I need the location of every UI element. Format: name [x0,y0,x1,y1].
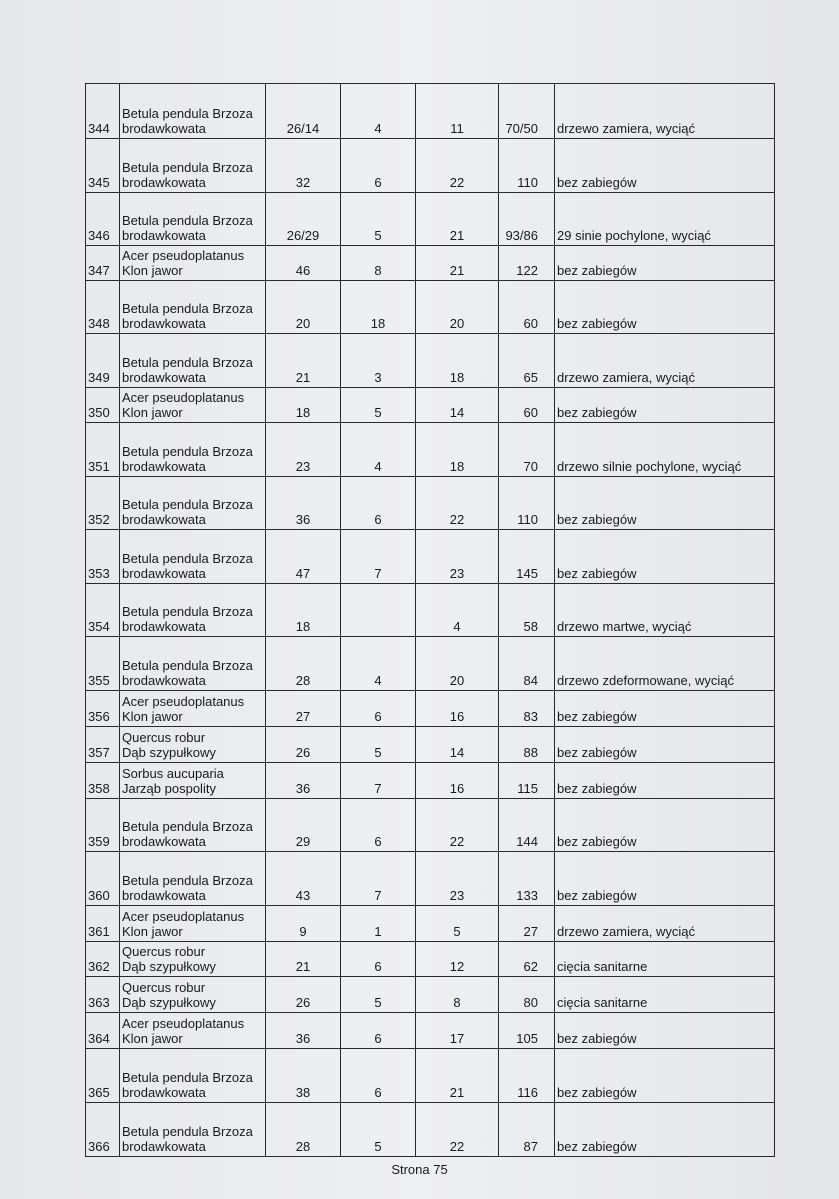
table-row [86,691,775,727]
tree-number-cell: 356 [86,691,120,727]
tree-number-cell: 355 [86,637,120,691]
height-cell: 4 [416,584,499,637]
table-row [86,1103,775,1157]
crown-cell: 4 [341,637,416,691]
height-cell: 17 [416,1013,499,1049]
height-cell: 21 [416,246,499,281]
table-row [86,942,775,977]
treatment-note-cell: bez zabiegów [555,763,775,799]
species-latin-name: Betula pendula Brzoza [122,444,253,459]
tree-number-cell: 360 [86,852,120,906]
diameter-cell: 28 [266,1103,341,1157]
circumference-cell: 93/86 [499,193,555,246]
diameter-cell: 23 [266,423,341,477]
table-row [86,281,775,334]
tree-number-cell: 363 [86,977,120,1013]
circumference-cell: 133 [499,852,555,906]
crown-cell: 7 [341,763,416,799]
table-row [86,1049,775,1103]
species-latin-name: Betula pendula Brzoza [122,1070,253,1085]
crown-cell: 6 [341,477,416,530]
species-polish-name: Klon jawor [122,405,183,420]
treatment-note-cell: drzewo zamiera, wyciąć [555,906,775,942]
circumference-cell: 65 [499,334,555,388]
circumference-cell: 110 [499,477,555,530]
crown-cell: 6 [341,691,416,727]
circumference-cell: 80 [499,977,555,1013]
species-polish-name: Klon jawor [122,263,183,278]
species-cell [120,246,266,281]
height-cell: 20 [416,281,499,334]
species-cell [120,334,266,388]
species-polish-name: brodawkowata [122,228,206,243]
species-polish-name: brodawkowata [122,619,206,634]
treatment-note-cell: bez zabiegów [555,281,775,334]
treatment-note-cell: cięcia sanitarne [555,977,775,1013]
species-latin-name: Betula pendula Brzoza [122,873,253,888]
circumference-cell: 62 [499,942,555,977]
crown-cell: 6 [341,942,416,977]
circumference-cell: 83 [499,691,555,727]
circumference-cell: 116 [499,1049,555,1103]
table-row [86,139,775,193]
species-polish-name: brodawkowata [122,566,206,581]
species-latin-name: Betula pendula Brzoza [122,355,253,370]
treatment-note-cell: bez zabiegów [555,246,775,281]
diameter-cell: 26/29 [266,193,341,246]
species-polish-name: brodawkowata [122,673,206,688]
species-cell [120,388,266,423]
species-latin-name: Acer pseudoplatanus [122,248,245,263]
species-polish-name: brodawkowata [122,834,206,849]
species-polish-name: brodawkowata [122,512,206,527]
species-cell [120,281,266,334]
diameter-cell: 36 [266,477,341,530]
species-cell [120,193,266,246]
species-latin-name: Betula pendula Brzoza [122,160,253,175]
crown-cell: 5 [341,388,416,423]
species-polish-name: brodawkowata [122,175,206,190]
species-polish-name: brodawkowata [122,316,206,331]
species-cell [120,977,266,1013]
table-row [86,423,775,477]
crown-cell: 7 [341,852,416,906]
species-cell [120,637,266,691]
species-latin-name: Acer pseudoplatanus [122,694,245,709]
species-latin-name: Acer pseudoplatanus [122,390,245,405]
species-cell [120,423,266,477]
table-row [86,906,775,942]
species-cell [120,139,266,193]
tree-number-cell: 351 [86,423,120,477]
treatment-note-cell: bez zabiegów [555,1013,775,1049]
height-cell: 16 [416,691,499,727]
tree-number-cell: 366 [86,1103,120,1157]
species-polish-name: Dąb szypułkowy [122,995,216,1010]
circumference-cell: 145 [499,530,555,584]
height-cell: 20 [416,637,499,691]
species-polish-name: brodawkowata [122,1139,206,1154]
species-polish-name: brodawkowata [122,370,206,385]
height-cell: 14 [416,388,499,423]
species-cell [120,852,266,906]
species-cell [120,1103,266,1157]
height-cell: 22 [416,1103,499,1157]
species-cell [120,84,266,139]
circumference-cell: 60 [499,281,555,334]
crown-cell: 1 [341,906,416,942]
species-cell [120,1013,266,1049]
treatment-note-cell: drzewo martwe, wyciąć [555,584,775,637]
tree-number-cell: 358 [86,763,120,799]
species-latin-name: Betula pendula Brzoza [122,604,253,619]
table-row [86,530,775,584]
treatment-note-cell: bez zabiegów [555,852,775,906]
tree-number-cell: 347 [86,246,120,281]
treatment-note-cell: bez zabiegów [555,1049,775,1103]
diameter-cell: 9 [266,906,341,942]
height-cell: 22 [416,477,499,530]
crown-cell: 5 [341,1103,416,1157]
crown-cell: 6 [341,799,416,852]
crown-cell: 4 [341,84,416,139]
diameter-cell: 21 [266,334,341,388]
diameter-cell: 29 [266,799,341,852]
tree-number-cell: 362 [86,942,120,977]
species-latin-name: Betula pendula Brzoza [122,301,253,316]
tree-number-cell: 359 [86,799,120,852]
species-polish-name: Dąb szypułkowy [122,745,216,760]
tree-number-cell: 350 [86,388,120,423]
treatment-note-cell: bez zabiegów [555,139,775,193]
height-cell: 22 [416,139,499,193]
circumference-cell: 87 [499,1103,555,1157]
circumference-cell: 105 [499,1013,555,1049]
treatment-note-cell: drzewo zdeformowane, wyciąć [555,637,775,691]
diameter-cell: 46 [266,246,341,281]
table-row [86,584,775,637]
height-cell: 5 [416,906,499,942]
crown-cell: 5 [341,193,416,246]
height-cell: 22 [416,799,499,852]
diameter-cell: 28 [266,637,341,691]
height-cell: 14 [416,727,499,763]
species-latin-name: Betula pendula Brzoza [122,106,253,121]
height-cell: 11 [416,84,499,139]
table-row [86,477,775,530]
table-row [86,1013,775,1049]
height-cell: 21 [416,193,499,246]
species-latin-name: Quercus robur [122,730,206,745]
tree-number-cell: 357 [86,727,120,763]
species-latin-name: Quercus robur [122,980,206,995]
circumference-cell: 27 [499,906,555,942]
circumference-cell: 122 [499,246,555,281]
species-polish-name: brodawkowata [122,888,206,903]
species-cell [120,763,266,799]
species-polish-name: Dąb szypułkowy [122,959,216,974]
species-polish-name: Jarząb pospolity [122,781,216,796]
table-row [86,763,775,799]
diameter-cell: 36 [266,1013,341,1049]
treatment-note-cell: bez zabiegów [555,477,775,530]
height-cell: 23 [416,530,499,584]
tree-number-cell: 344 [86,84,120,139]
diameter-cell: 26/14 [266,84,341,139]
table-row [86,852,775,906]
circumference-cell: 70/50 [499,84,555,139]
species-polish-name: brodawkowata [122,459,206,474]
crown-cell: 5 [341,727,416,763]
species-cell [120,1049,266,1103]
treatment-note-cell: cięcia sanitarne [555,942,775,977]
species-cell [120,530,266,584]
diameter-cell: 26 [266,977,341,1013]
diameter-cell: 32 [266,139,341,193]
tree-number-cell: 365 [86,1049,120,1103]
species-polish-name: Klon jawor [122,1031,183,1046]
crown-cell: 18 [341,281,416,334]
crown-cell: 5 [341,977,416,1013]
species-cell [120,477,266,530]
crown-cell: 6 [341,1049,416,1103]
crown-cell: 6 [341,1013,416,1049]
species-cell [120,906,266,942]
crown-cell: 6 [341,139,416,193]
table-row [86,977,775,1013]
diameter-cell: 36 [266,763,341,799]
circumference-cell: 84 [499,637,555,691]
table-body [86,84,775,1157]
species-latin-name: Betula pendula Brzoza [122,1124,253,1139]
table-row [86,84,775,139]
species-cell [120,942,266,977]
height-cell: 18 [416,423,499,477]
table-row [86,727,775,763]
treatment-note-cell: bez zabiegów [555,727,775,763]
table-row [86,246,775,281]
species-latin-name: Acer pseudoplatanus [122,1016,245,1031]
species-latin-name: Betula pendula Brzoza [122,819,253,834]
treatment-note-cell: bez zabiegów [555,388,775,423]
circumference-cell: 115 [499,763,555,799]
height-cell: 18 [416,334,499,388]
height-cell: 23 [416,852,499,906]
tree-number-cell: 346 [86,193,120,246]
circumference-cell: 58 [499,584,555,637]
species-latin-name: Betula pendula Brzoza [122,497,253,512]
table-row [86,334,775,388]
diameter-cell: 20 [266,281,341,334]
treatment-note-cell: bez zabiegów [555,691,775,727]
height-cell: 16 [416,763,499,799]
crown-cell: 4 [341,423,416,477]
species-polish-name: brodawkowata [122,121,206,136]
tree-number-cell: 348 [86,281,120,334]
crown-cell: 7 [341,530,416,584]
table-row [86,193,775,246]
species-latin-name: Quercus robur [122,944,206,959]
tree-number-cell: 361 [86,906,120,942]
table-row [86,388,775,423]
species-polish-name: brodawkowata [122,1085,206,1100]
table-row [86,637,775,691]
tree-number-cell: 353 [86,530,120,584]
height-cell: 12 [416,942,499,977]
crown-cell [341,584,416,637]
species-cell [120,727,266,763]
treatment-note-cell: drzewo silnie pochylone, wyciąć [555,423,775,477]
species-cell [120,691,266,727]
diameter-cell: 21 [266,942,341,977]
tree-inventory-table [85,83,775,1157]
treatment-note-cell: drzewo zamiera, wyciąć [555,334,775,388]
tree-number-cell: 345 [86,139,120,193]
circumference-cell: 110 [499,139,555,193]
diameter-cell: 26 [266,727,341,763]
species-latin-name: Sorbus aucuparia [122,766,224,781]
species-polish-name: Klon jawor [122,924,183,939]
species-latin-name: Betula pendula Brzoza [122,213,253,228]
species-polish-name: Klon jawor [122,709,183,724]
circumference-cell: 88 [499,727,555,763]
treatment-note-cell: bez zabiegów [555,1103,775,1157]
crown-cell: 3 [341,334,416,388]
tree-number-cell: 364 [86,1013,120,1049]
crown-cell: 8 [341,246,416,281]
height-cell: 21 [416,1049,499,1103]
diameter-cell: 18 [266,584,341,637]
species-cell [120,584,266,637]
page-number: Strona 75 [391,1162,448,1177]
table-row [86,799,775,852]
diameter-cell: 47 [266,530,341,584]
tree-number-cell: 349 [86,334,120,388]
treatment-note-cell: 29 sinie pochylone, wyciąć [555,193,775,246]
treatment-note-cell: bez zabiegów [555,530,775,584]
diameter-cell: 27 [266,691,341,727]
circumference-cell: 60 [499,388,555,423]
species-latin-name: Acer pseudoplatanus [122,909,245,924]
treatment-note-cell: drzewo zamiera, wyciąć [555,84,775,139]
treatment-note-cell: bez zabiegów [555,799,775,852]
species-latin-name: Betula pendula Brzoza [122,658,253,673]
diameter-cell: 18 [266,388,341,423]
species-latin-name: Betula pendula Brzoza [122,551,253,566]
circumference-cell: 70 [499,423,555,477]
diameter-cell: 43 [266,852,341,906]
tree-number-cell: 354 [86,584,120,637]
height-cell: 8 [416,977,499,1013]
circumference-cell: 144 [499,799,555,852]
diameter-cell: 38 [266,1049,341,1103]
tree-number-cell: 352 [86,477,120,530]
species-cell [120,799,266,852]
